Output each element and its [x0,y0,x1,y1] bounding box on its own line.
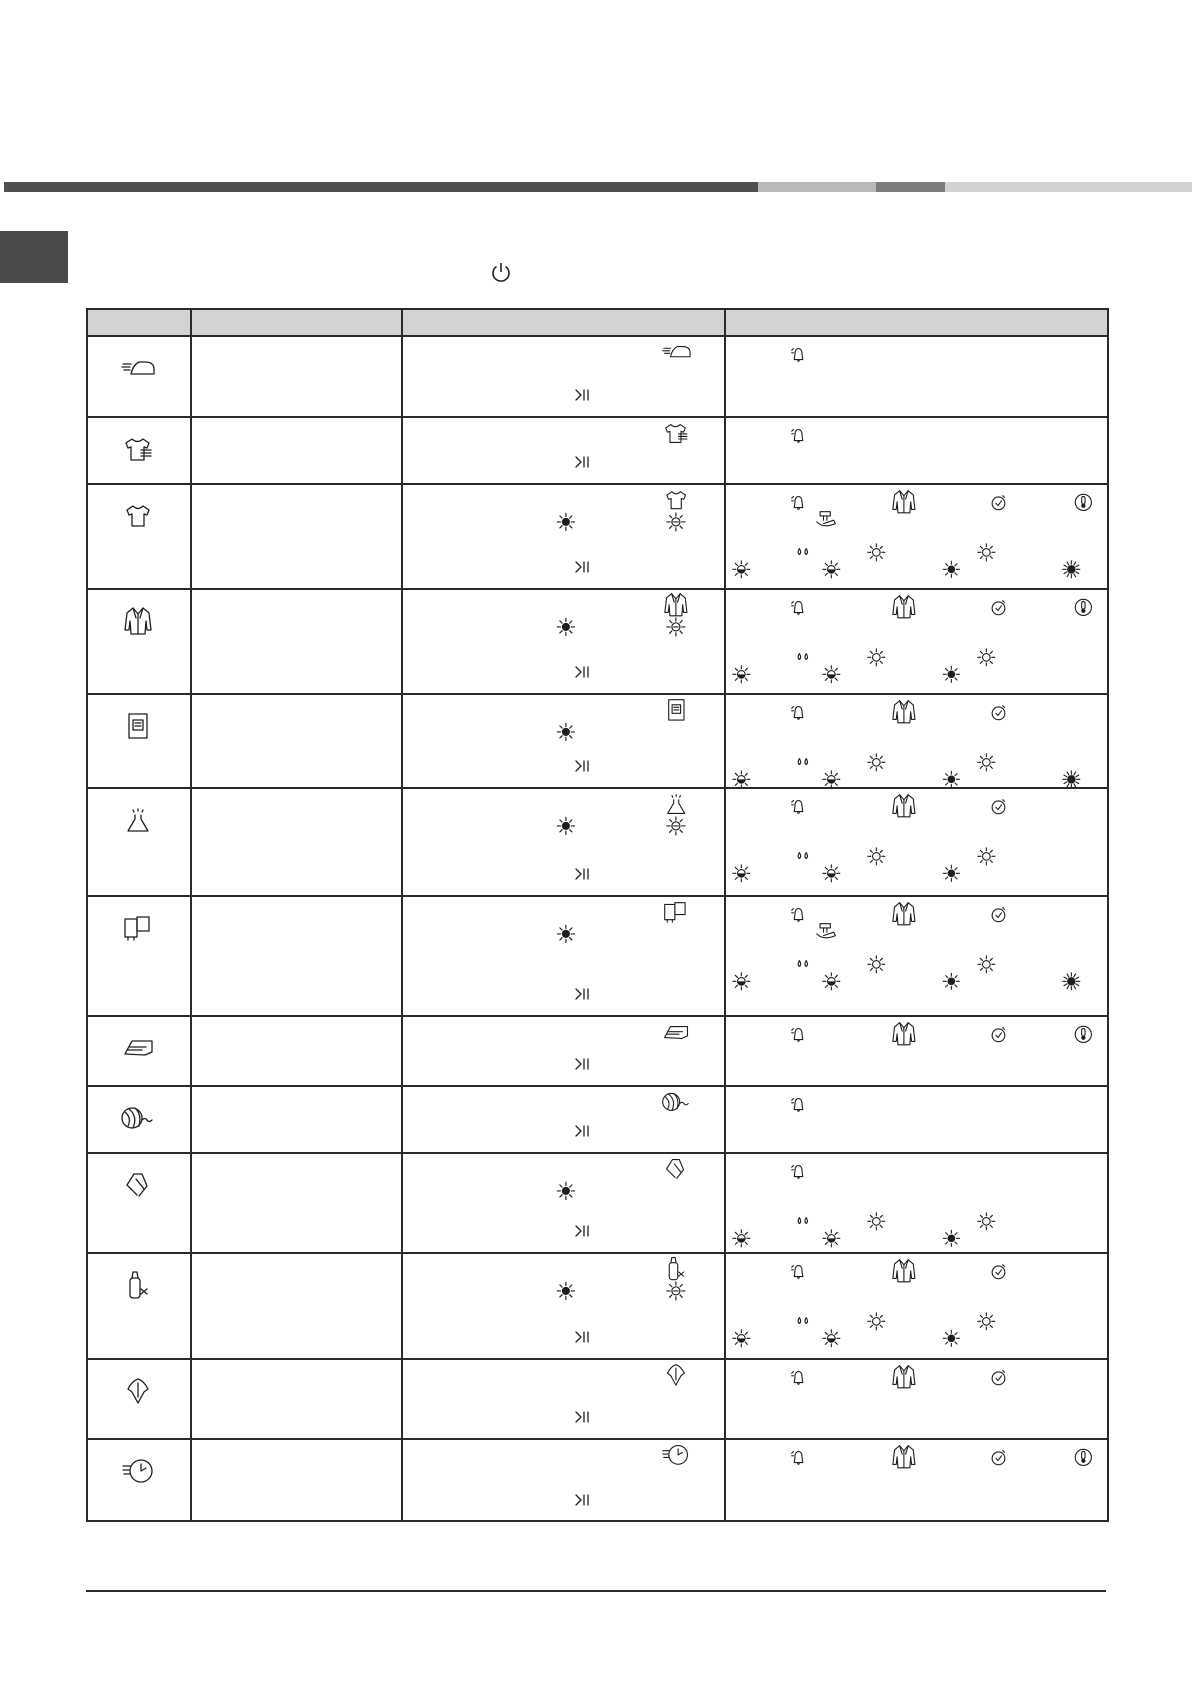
alarm-icon [790,1369,807,1386]
sun-full-icon [556,1181,576,1201]
sun-icon [977,543,996,562]
shirt-fast-icon [124,436,152,462]
sun-full-icon [942,1229,961,1248]
sun-half-icon [732,665,751,684]
start-pause-icon [574,1330,590,1344]
sun-full-icon [556,722,576,742]
sun-half-icon [732,864,751,883]
start-pause-icon [574,867,590,881]
sun-full-icon [942,972,961,991]
jacket-icon [892,901,916,927]
sun-half-icon [732,1329,751,1348]
sun-half-icon [732,1229,751,1248]
sun-half-icon [822,972,841,991]
jacket-icon [892,1364,916,1390]
start-pause-icon [574,759,590,773]
sun-icon [867,543,886,562]
sun-full-icon [942,1329,961,1348]
drops-icon [796,1215,810,1227]
iron-icon [121,359,155,377]
start-pause-icon [574,1493,590,1507]
start-pause-icon [574,1410,590,1424]
sun-full-icon [556,512,576,532]
section-tab [0,231,68,283]
header-band-mid [876,182,945,192]
handwash-icon [815,922,837,942]
sun-icon [867,847,886,866]
sun-icon [867,1312,886,1331]
start-pause-icon [574,560,590,574]
drops-icon [796,756,810,768]
alarm-icon [790,494,807,511]
sun-icon [977,847,996,866]
sun-dark-icon [1062,972,1081,991]
blanket-icon [122,1038,154,1058]
timer-icon [990,1263,1007,1280]
shirt-icon [666,490,686,510]
baby-bottle-icon [665,1255,687,1282]
towels-icon [123,915,153,941]
refresh-icon [664,1363,688,1387]
sun-half-icon [822,770,841,789]
sun-light-icon [666,617,686,637]
temp-icon [1074,1448,1093,1467]
alarm-icon [790,1163,807,1180]
alarm-icon [790,599,807,616]
temp-icon [1074,1025,1093,1044]
footer-rule [86,1590,1106,1592]
baby-bottle-icon [125,1269,151,1301]
jacket-icon [124,606,152,636]
sun-icon [977,1312,996,1331]
flask-icon [126,807,150,833]
jacket-icon [664,592,688,618]
alarm-icon [790,1263,807,1280]
start-pause-icon [574,388,590,402]
sun-full-icon [942,560,961,579]
drops-icon [796,546,810,558]
sun-half-icon [822,1229,841,1248]
timer-icon [990,1369,1007,1386]
blanket-icon [662,1024,689,1041]
alarm-icon [790,346,807,363]
towels-icon [663,901,689,923]
cupboard-icon [127,712,149,740]
timed-icon [662,1443,689,1467]
power-icon [490,261,512,283]
drops-icon [796,651,810,663]
jacket-icon [892,1021,916,1047]
sun-half-icon [822,560,841,579]
jacket-icon [892,793,916,819]
timer-icon [990,704,1007,721]
temp-icon [1074,493,1093,512]
start-pause-icon [574,987,590,1001]
sun-dark-icon [1062,770,1081,789]
shirt-fast-icon [664,422,688,444]
alarm-icon [790,1449,807,1466]
sun-full-icon [556,617,576,637]
wool-icon [661,1090,692,1114]
sun-icon [977,648,996,667]
sun-light-icon [666,512,686,532]
sun-icon [977,955,996,974]
sun-icon [867,955,886,974]
sun-icon [867,648,886,667]
header-band-pale [945,182,1192,192]
sun-full-icon [942,665,961,684]
start-pause-icon [574,665,590,679]
sun-full-icon [556,816,576,836]
cupboard-icon [667,698,686,722]
start-pause-icon [574,455,590,469]
sun-half-icon [732,972,751,991]
alarm-icon [790,906,807,923]
sun-icon [867,753,886,772]
jacket-icon [892,699,916,725]
wool-icon [120,1104,156,1132]
sun-icon [977,753,996,772]
sun-icon [977,1212,996,1231]
timer-icon [990,1026,1007,1043]
jacket-icon [892,594,916,620]
sun-half-icon [822,665,841,684]
sun-dark-icon [1062,560,1081,579]
start-pause-icon [574,1057,590,1071]
sun-full-icon [556,1281,576,1301]
drops-icon [796,850,810,862]
start-pause-icon [574,1124,590,1138]
timed-icon [122,1457,154,1485]
alarm-icon [790,798,807,815]
sun-half-icon [822,864,841,883]
timer-icon [990,599,1007,616]
handwash-icon [815,510,837,530]
refresh-icon [124,1377,152,1405]
alarm-icon [790,1096,807,1113]
header-band-light [758,182,876,192]
sun-full-icon [942,864,961,883]
timer-icon [990,906,1007,923]
header-band-dark [4,182,758,192]
drops-icon [796,958,810,970]
sun-full-icon [942,770,961,789]
iron-icon [662,344,691,359]
silk-icon [664,1157,688,1181]
temp-icon [1074,598,1093,617]
silk-icon [124,1171,152,1199]
jacket-icon [892,489,916,515]
alarm-icon [790,427,807,444]
sun-light-icon [666,816,686,836]
timer-icon [990,1449,1007,1466]
sun-full-icon [556,924,576,944]
shirt-icon [126,504,150,528]
timer-icon [990,494,1007,511]
alarm-icon [790,1026,807,1043]
sun-half-icon [732,770,751,789]
sun-half-icon [732,560,751,579]
alarm-icon [790,704,807,721]
start-pause-icon [574,1224,590,1238]
sun-icon [867,1212,886,1231]
flask-icon [666,793,686,815]
sun-light-icon [666,1281,686,1301]
sun-half-icon [822,1329,841,1348]
timer-icon [990,798,1007,815]
jacket-icon [892,1258,916,1284]
program-table [86,308,1109,1522]
jacket-icon [892,1444,916,1470]
drops-icon [796,1315,810,1327]
